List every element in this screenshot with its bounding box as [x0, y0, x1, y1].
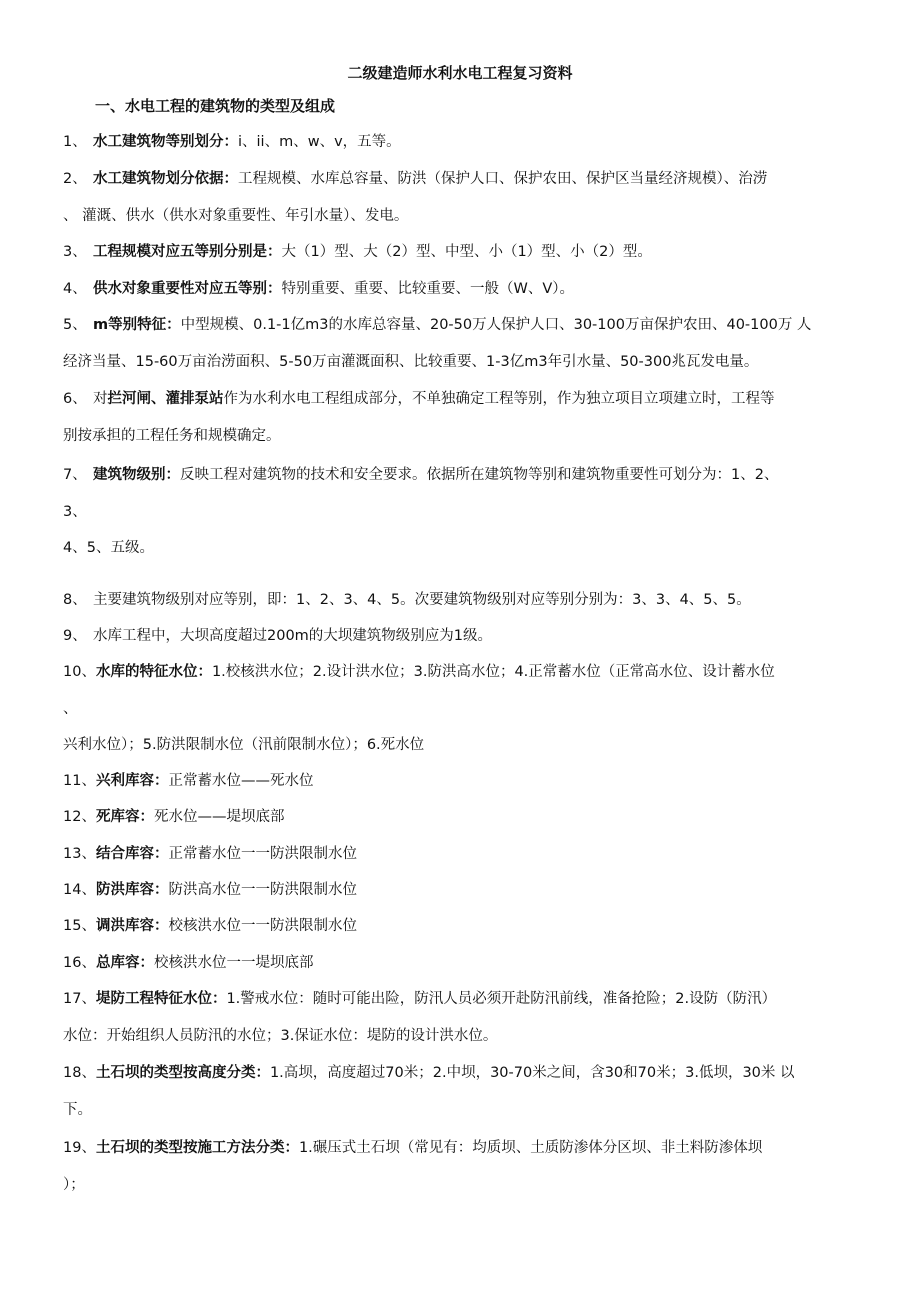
- item-text: 1.校核洪水位；2.设计洪水位；3.防洪高水位；4.正常蓄水位（正常高水位、设计蓄水位: [211, 664, 775, 680]
- item-text: 1.警戒水位：随时可能出险，防汛人员必须开赴防汛前线，准备抢险；2.设防（防汛）: [226, 991, 777, 1007]
- item-text: 、 灌溉、供水（供水对象重要性、年引水量）、发电。: [63, 207, 409, 224]
- item-term: 供水对象重要性对应五等别: [93, 281, 267, 297]
- item-number: 8、: [63, 592, 87, 608]
- list-item: 19、土石坝的类型按施工方法分类：1.碾压式土石坝（常见有：均质坝、土质防渗体分区坝、非土料防渗体坝 ）；: [63, 1130, 871, 1203]
- item-text: 中型规模、0.1-1亿m3的水库总容量、20-50万人保护人口、30-100万亩保护农田、40-100万 人: [180, 317, 812, 333]
- item-number: 14、: [63, 882, 96, 898]
- item-term: 水工建筑物划分依据: [93, 171, 224, 187]
- item-term: 水库的特征水位: [95, 664, 198, 680]
- list-item: 1、 水工建筑物等别划分：i、ii、m、w、v，五等。: [63, 124, 871, 161]
- item-text: 水位：开始组织人员防汛的水位；3.保证水位：堤防的设计洪水位。: [63, 1027, 498, 1044]
- item-term: 工程规模对应五等别分别是: [93, 244, 267, 260]
- item-text: 校核洪水位一一防洪限制水位: [168, 918, 357, 934]
- list-item: [63, 618, 871, 655]
- item-text: 作为水利水电工程组成部分，不单独确定工程等别，作为独立项目立项建立时，工程等: [223, 391, 775, 407]
- item-number: 6、: [63, 391, 87, 407]
- item-text: 经济当量、15-60万亩治涝面积、5-50万亩灌溉面积、比较重要、1-3亿m3年引水量、50-300兆瓦发电量。: [63, 353, 759, 370]
- item-term: 土石坝的类型按施工方法分类: [95, 1140, 285, 1156]
- item-text: 校核洪水位一一堤坝底部: [153, 955, 314, 971]
- item-number: 16、: [63, 955, 96, 971]
- list-item: 16、总库容：校核洪水位一一堤坝底部: [63, 945, 871, 982]
- item-term: 调洪库容: [95, 918, 154, 934]
- item-term: 总库容: [95, 955, 140, 971]
- item-number: 19、: [63, 1140, 96, 1156]
- list-item: 15、调洪库容：校核洪水位一一防洪限制水位: [63, 908, 871, 945]
- list-item: 14、防洪库容：防洪高水位一一防洪限制水位: [63, 872, 871, 909]
- item-number: 13、: [63, 846, 96, 862]
- item-text: 反映工程对建筑物的技术和安全要求。依据所在建筑物等别和建筑物重要性可划分为：1、2、: [180, 467, 779, 483]
- item-term: m等别特征: [93, 317, 167, 333]
- item-text: 主要建筑物级别对应等别，即：1、2、3、4、5。次要建筑物级别对应等别分别为：3、3、4、5、5。: [93, 592, 751, 608]
- list-item: 12、死库容：死水位——堤坝底部: [63, 799, 871, 836]
- item-text: 别按承担的工程任务和规模确定。: [63, 427, 281, 444]
- item-text: 3、: [63, 503, 87, 520]
- item-number: 4、: [63, 281, 87, 297]
- item-term: 结合库容: [95, 846, 154, 862]
- item-number: 7、: [63, 467, 87, 483]
- list-item: 18、土石坝的类型按高度分类：1.高坝，高度超过70米；2.中坝，30-70米之间，含30和70米；3.低坝，30米 以 下。: [63, 1055, 871, 1128]
- list-item: [63, 381, 871, 454]
- item-number: 18、: [63, 1065, 96, 1081]
- item-prefix: 对: [93, 391, 108, 407]
- item-term: 拦河闸、灌排泵站: [107, 391, 224, 407]
- item-term: 堤防工程特征水位: [95, 991, 212, 1007]
- item-term: 水工建筑物等别划分: [93, 134, 224, 150]
- item-term: 死库容: [95, 809, 140, 825]
- item-number: 15、: [63, 918, 96, 934]
- item-text: 水库工程中，大坝高度超过200m的大坝建筑物级别应为1级。: [93, 628, 493, 644]
- item-text: 死水位——堤坝底部: [153, 809, 285, 825]
- item-text: 特别重要、重要、比较重要、一般（W、V）。: [281, 281, 575, 297]
- list-item: 7、 建筑物级别：反映工程对建筑物的技术和安全要求。依据所在建筑物等别和建筑物重要性可划分为：1、2、 3、 4、5、五级。: [63, 457, 871, 567]
- item-number: 3、: [63, 244, 87, 260]
- item-text: 4、5、五级。: [63, 540, 154, 556]
- item-text: 兴利水位）；5.防洪限制水位（汛前限制水位）；6.死水位: [63, 737, 425, 753]
- item-term: 防洪库容: [95, 882, 154, 898]
- item-text: 正常蓄水位一一防洪限制水位: [168, 846, 357, 862]
- item-number: 1、: [63, 134, 87, 150]
- list-item: 5、 m等别特征：中型规模、0.1-1亿m3的水库总容量、20-50万人保护人口、30-100万亩保护农田、40-100万 人 经济当量、15-60万亩治涝面积、5-50万亩灌溉面积、比较重要、1-3亿m3年引水量、50-300兆瓦发电量。: [63, 307, 871, 380]
- list-item: 2、 水工建筑物划分依据：工程规模、水库总容量、防洪（保护人口、保护农田、保护区当量经济规模）、治涝 、 灌溉、供水（供水对象重要性、年引水量）、发电。: [63, 161, 871, 234]
- item-number: 9、: [63, 628, 87, 644]
- item-text: 1.碾压式土石坝（常见有：均质坝、土质防渗体分区坝、非土料防渗体坝: [298, 1140, 763, 1156]
- item-text: 防洪高水位一一防洪限制水位: [168, 882, 357, 898]
- item-number: 11、: [63, 773, 96, 789]
- item-term: 土石坝的类型按高度分类: [95, 1065, 256, 1081]
- section-heading: 一、水电工程的建筑物的类型及组成: [95, 97, 336, 115]
- list-item: 17、堤防工程特征水位：1.警戒水位：随时可能出险，防汛人员必须开赴防汛前线，准备抢险；2.设防（防汛） 水位：开始组织人员防汛的水位；3.保证水位：堤防的设计洪水位。: [63, 981, 871, 1054]
- item-term: 建筑物级别: [93, 467, 166, 483]
- item-number: 17、: [63, 991, 96, 1007]
- item-text: i、ii、m、w、v，五等。: [238, 134, 401, 150]
- list-item: 13、结合库容：正常蓄水位一一防洪限制水位: [63, 836, 871, 873]
- item-text: 正常蓄水位——死水位: [168, 773, 314, 789]
- item-number: 5、: [63, 317, 87, 333]
- item-text: ）；: [63, 1176, 85, 1193]
- item-number: 12、: [63, 809, 96, 825]
- list-item: [63, 582, 871, 619]
- item-term: 兴利库容: [95, 773, 154, 789]
- document-title: 二级建造师水利水电工程复习资料: [347, 64, 573, 82]
- item-number: 2、: [63, 171, 87, 187]
- item-text: 工程规模、水库总容量、防洪（保护人口、保护农田、保护区当量经济规模）、治涝: [238, 171, 768, 187]
- item-number: 10、: [63, 664, 96, 680]
- item-text: 大（1）型、大（2）型、中型、小（1）型、小（2）型。: [281, 244, 652, 260]
- list-item: 10、水库的特征水位：1.校核洪水位；2.设计洪水位；3.防洪高水位；4.正常蓄水位（正常高水位、设计蓄水位 、 兴利水位）；5.防洪限制水位（汛前限制水位）；6.死水位: [63, 654, 871, 764]
- item-text: 、: [63, 700, 78, 717]
- list-item: 11、兴利库容：正常蓄水位——死水位: [63, 763, 871, 800]
- list-item: 4、 供水对象重要性对应五等别：特别重要、重要、比较重要、一般（W、V）。: [63, 271, 871, 308]
- list-item: 3、 工程规模对应五等别分别是：大（1）型、大（2）型、中型、小（1）型、小（2）型。: [63, 234, 871, 271]
- item-text: 1.高坝，高度超过70米；2.中坝，30-70米之间，含30和70米；3.低坝，30米 以: [269, 1065, 795, 1081]
- item-text: 下。: [63, 1101, 92, 1118]
